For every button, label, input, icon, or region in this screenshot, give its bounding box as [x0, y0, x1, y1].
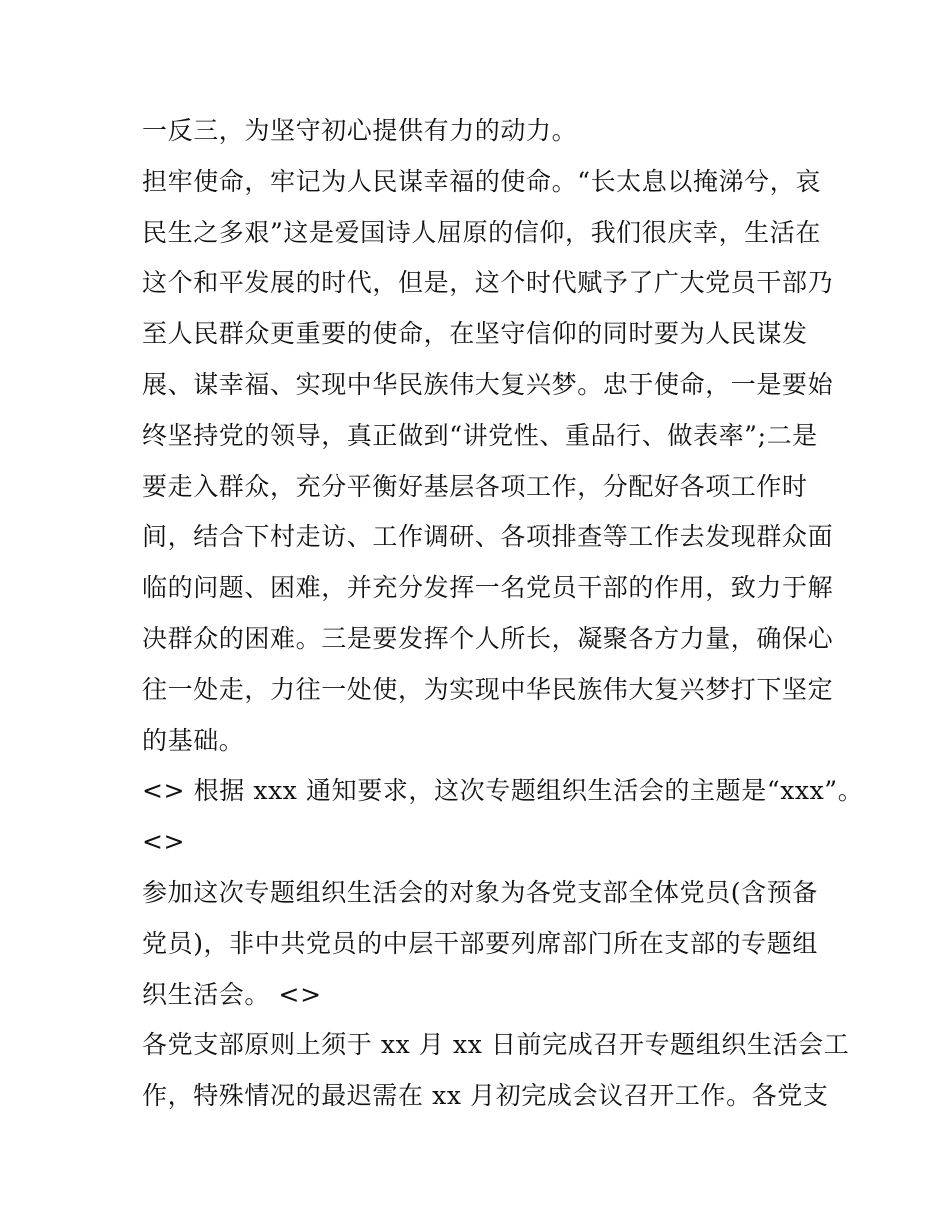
text-line: 织生活会。 <> — [142, 979, 322, 1009]
text-line: 终坚持党的领导，真正做到“讲党性、重品行、做表率”;二是 — [142, 420, 818, 450]
text-line: 民生之多艰”这是爱国诗人屈原的信仰，我们很庆幸，生活在 — [142, 217, 821, 247]
text-line: 至人民群众更重要的使命，在坚守信仰的同时要为人民谋发 — [142, 319, 808, 349]
text-line: 间，结合下村走访、工作调研、各项排查等工作去发现群众面 — [142, 522, 834, 552]
text-line: 作，特殊情况的最迟需在 xx 月初完成会议召开工作。各党支 — [142, 1081, 829, 1111]
text-line: 这个和平发展的时代，但是，这个时代赋予了广大党员干部乃 — [142, 268, 834, 298]
text-line: 临的问题、困难，并充分发挥一名党员干部的作用，致力于解 — [142, 573, 834, 603]
text-line: <> — [142, 827, 186, 857]
text-line: 要走入群众，充分平衡好基层各项工作，分配好各项工作时 — [142, 471, 808, 501]
text-line: 各党支部原则上须于 xx 月 xx 日前完成召开专题组织生活会工 — [142, 1030, 850, 1060]
document-body — [142, 106, 864, 1122]
text-line: <> 根据 xxx 通知要求，这次专题组织生活会的主题是“xxx”。 — [142, 776, 864, 806]
text-line: 决群众的困难。三是要发挥个人所长，凝聚各方力量，确保心 — [142, 623, 834, 653]
text-line: 担牢使命，牢记为人民谋幸福的使命。“长太息以掩涕兮，哀 — [142, 166, 821, 196]
text-line: 的基础。 — [142, 725, 245, 755]
text-line: 展、谋幸福、实现中华民族伟大复兴梦。忠于使命，一是要始 — [142, 369, 834, 399]
text-line: 一反三，为坚守初心提供有力的动力。 — [142, 116, 578, 145]
text-line: 参加这次专题组织生活会的对象为各党支部全体党员(含预备 — [142, 877, 818, 907]
text-line: 党员)，非中共党员的中层干部要列席部门所在支部的专题组 — [142, 928, 818, 958]
text-line: 往一处走，力往一处使，为实现中华民族伟大复兴梦打下坚定 — [142, 674, 834, 704]
